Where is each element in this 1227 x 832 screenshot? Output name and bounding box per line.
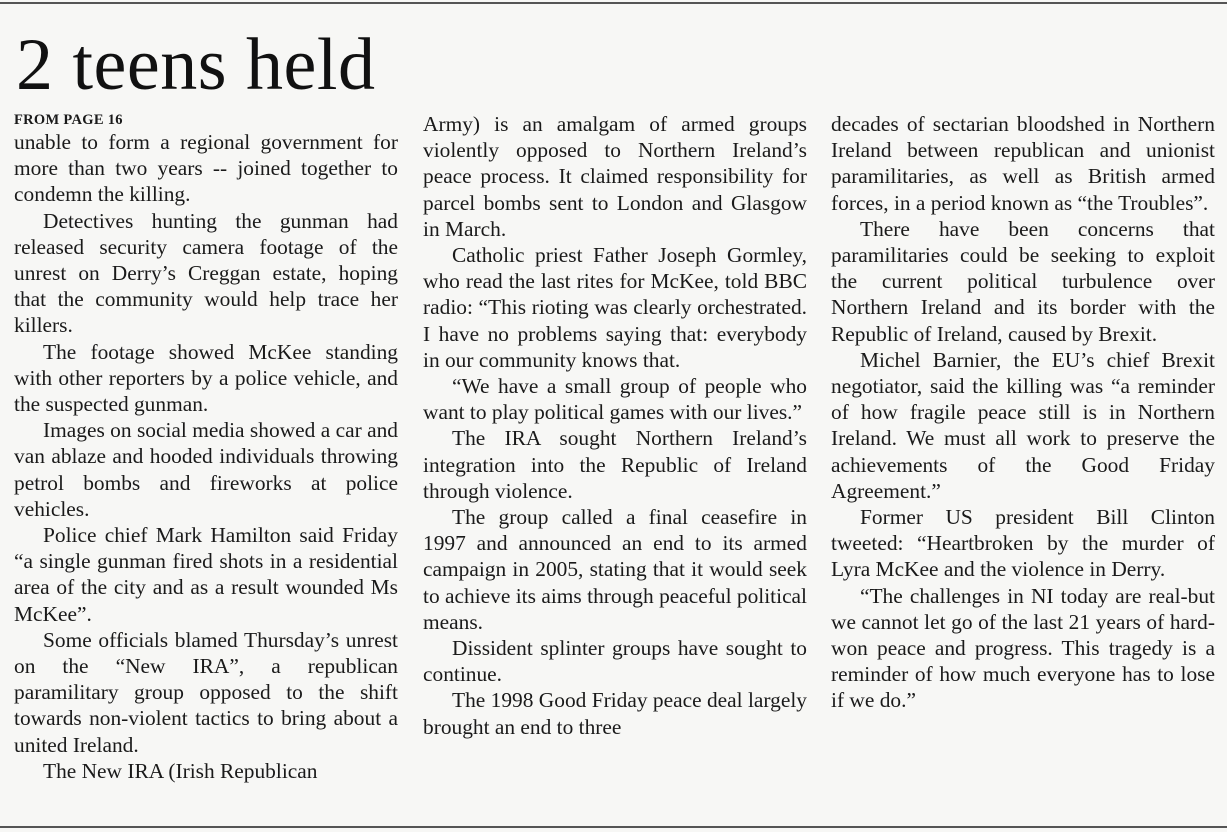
headline: 2 teens held (16, 24, 376, 106)
paragraph: The IRA sought Northern Ireland’s integration into the Republic of Ireland through violence. (423, 426, 807, 503)
article-column-2 (423, 111, 807, 740)
paragraph: Michel Barnier, the EU’s chief Brexit negotiator, said the killing was “a reminder of how fragile peace still is in Northern Ireland. We must all work to preserve the achievements of the Good Friday Agreement.” (831, 347, 1215, 503)
paragraph: The footage showed McKee standing with other reporters by a police vehicle, and the suspected gunman. (14, 339, 398, 417)
paragraph: decades of sectarian bloodshed in Northern Ireland between republican and unionist paramilitaries, as well as British armed forces, in a period known as “the Troubles”. (831, 112, 1215, 215)
paragraph: Catholic priest Father Joseph Gormley, who read the last rites for McKee, told BBC radio: “This rioting was clearly orchestrated. I have no problems saying that: everybody in our community knows that. (423, 243, 807, 372)
paragraph: Images on social media showed a car and van ablaze and hooded individuals throwing petrol bombs and fireworks at police vehicles. (14, 418, 398, 521)
paragraph: Army) is an amalgam of armed groups violently opposed to Northern Ireland’s peace process. It claimed responsibility for parcel bombs sent to London and Glasgow in March. (423, 112, 807, 241)
paragraph: The 1998 Good Friday peace deal largely brought an end to three (423, 688, 807, 739)
paragraph: “The challenges in NI today are real-but we cannot let go of the last 21 years of hard-won peace and progress. This tragedy is a reminder of how much everyone has to lose if we do.” (831, 583, 1215, 713)
paragraph: The group called a final ceasefire in 1997 and announced an end to its armed campaign in 2005, stating that it would seek to achieve its aims through peaceful political means. (423, 505, 807, 634)
article-column-3 (831, 111, 1215, 714)
top-rule (0, 2, 1227, 4)
paragraph: Dissident splinter groups have sought to continue. (423, 636, 807, 687)
paragraph: Former US president Bill Clinton tweeted: “Heartbroken by the murder of Lyra McKee and the violence in Derry. (831, 505, 1215, 582)
paragraph: “We have a small group of people who want to play political games with our lives.” (423, 374, 807, 425)
paragraph: The New IRA (Irish Republican (43, 758, 318, 783)
bottom-rule (0, 826, 1227, 828)
paragraph: Detectives hunting the gunman had released security camera footage of the unrest on Derry’s Creggan estate, hoping that the community would help trace her killers. (14, 208, 398, 338)
paragraph: There have been concerns that paramilitaries could be seeking to exploit the current political turbulence over Northern Ireland and its border with the Republic of Ireland, caused by Brexit. (831, 216, 1215, 346)
paragraph: Some officials blamed Thursday’s unrest on the “New IRA”, a republican paramilitary group opposed to the shift towards non-violent tactics to bring about a united Ireland. (14, 627, 398, 757)
paragraph: Police chief Mark Hamilton said Friday “a single gunman fired shots in a residential area of the city and as a result wounded Ms McKee”. (14, 523, 398, 626)
kicker-from-page: FROM PAGE 16 (14, 112, 123, 128)
article-column-1 (14, 111, 398, 784)
paragraph: unable to form a regional government for more than two years -- joined together to condemn the killing. (14, 130, 398, 207)
